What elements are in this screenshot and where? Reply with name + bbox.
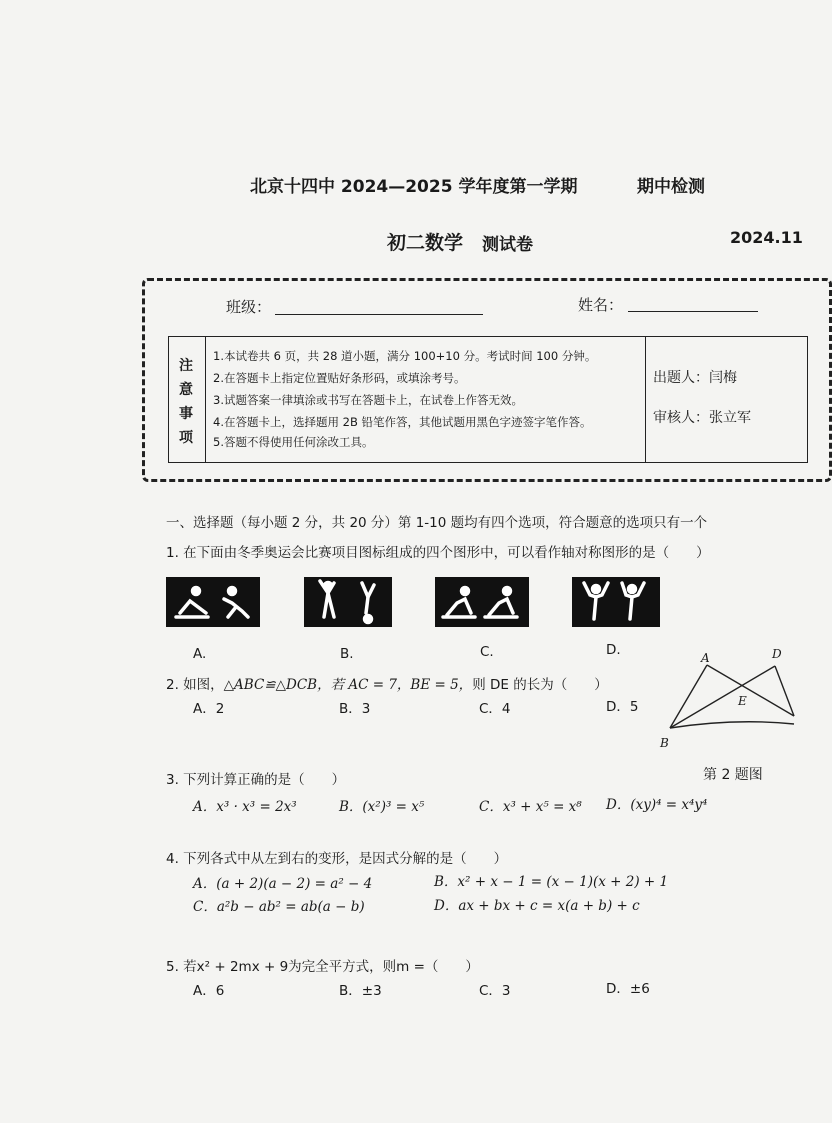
segment-dc [775, 666, 794, 716]
q1-option-b[interactable]: B. [340, 646, 354, 662]
q5-stem: 5. 若x² + 2mx + 9为完全平方式，则m =（ ） [166, 959, 479, 975]
notice-item: 4.在答题卡上，选择题用 2B 铅笔作答，其他试题用黑色字迹签字笔作答。 [213, 415, 592, 429]
figure-skating-pair-icon[interactable] [572, 577, 660, 627]
question-setter: 出题人：闫梅 [653, 370, 737, 386]
q5-option-b[interactable]: B．±3 [339, 983, 382, 999]
q2-option-c[interactable]: C．4 [479, 701, 511, 717]
q2-stem-suffix: 则 DE 的长为（ ） [472, 677, 608, 693]
figure-label-b: B [660, 736, 669, 750]
q3-option-b[interactable]: B．(x²)³ = x⁵ [339, 799, 425, 815]
notice-heading-cell [169, 337, 206, 462]
notice-item: 3.试题答案一律填涂或书写在答题卡上，在试卷上作答无效。 [213, 393, 523, 407]
q2-option-b[interactable]: B．3 [339, 701, 371, 717]
q1-option-a[interactable]: A. [193, 646, 207, 662]
q2-option-a[interactable]: A．2 [193, 701, 225, 717]
q4-option-b[interactable]: B．x² + x − 1 = (x − 1)(x + 2) + 1 [434, 874, 669, 890]
school-title: 北京十四中 2024—2025 学年度第一学期 [250, 177, 578, 197]
q2-stem-math: △ABC≌△DCB，若 AC = 7，BE = 5， [223, 677, 473, 693]
figure-label-a: A [701, 651, 710, 665]
question-reviewer: 审核人：张立军 [653, 410, 751, 426]
q2-stem [166, 673, 608, 693]
segment-bd [670, 666, 775, 728]
q4-option-a[interactable]: A．(a + 2)(a − 2) = a² − 4 [193, 876, 373, 892]
figure-label-d: D [772, 647, 782, 661]
name-label: 姓名： [578, 296, 624, 314]
notice-char: 注 [179, 358, 193, 374]
q1-option-c[interactable]: C. [480, 644, 494, 660]
q3-option-d[interactable]: D．(xy)⁴ = x⁴y⁴ [606, 797, 708, 813]
q1-stem: 1. 在下面由冬季奥运会比赛项目图标组成的四个图形中，可以看作轴对称图形的是（ ） [166, 545, 710, 561]
q2-stem-prefix: 2. 如图， [166, 677, 224, 693]
q1-option-d[interactable]: D. [606, 642, 621, 658]
q2-option-d[interactable]: D．5 [606, 699, 639, 715]
ice-dance-pair-icon[interactable] [304, 577, 392, 627]
q3-stem: 3. 下列计算正确的是（ ） [166, 772, 346, 788]
exam-date: 2024.11 [730, 228, 803, 247]
q4-option-c[interactable]: C．a²b − ab² = ab(a − b) [193, 899, 365, 915]
class-field[interactable] [275, 314, 483, 315]
notice-char: 事 [179, 406, 193, 422]
q3-option-a[interactable]: A．x³ · x³ = 2x³ [193, 799, 297, 815]
q4-stem: 4. 下列各式中从左到右的变形，是因式分解的是（ ） [166, 851, 508, 867]
q2-triangle-figure [655, 648, 794, 753]
speed-skating-pair-icon[interactable] [435, 577, 529, 627]
section1-heading: 一、选择题（每小题 2 分，共 20 分）第 1-10 题均有四个选项，符合题意的选项只有一个 [166, 515, 708, 531]
class-label: 班级： [226, 298, 272, 316]
notice-item: 1.本试卷共 6 页，共 28 道小题，满分 100+10 分。考试时间 100 分钟。 [213, 349, 597, 363]
q2-figure-caption: 第 2 题图 [703, 767, 763, 783]
q3-option-c[interactable]: C．x³ + x⁵ = x⁸ [479, 799, 582, 815]
q5-option-d[interactable]: D．±6 [606, 981, 650, 997]
skiing-pair-icon[interactable] [166, 577, 260, 627]
segment-ab [670, 665, 707, 728]
q5-option-c[interactable]: C．3 [479, 983, 511, 999]
notice-item: 5.答题不得使用任何涂改工具。 [213, 435, 374, 449]
figure-label-e: E [738, 694, 747, 708]
q4-option-d[interactable]: D．ax + bx + c = x(a + b) + c [434, 898, 640, 914]
name-field[interactable] [628, 311, 758, 312]
segment-ac [707, 665, 794, 716]
q5-option-a[interactable]: A．6 [193, 983, 225, 999]
subject-title: 初二数学 [387, 232, 464, 254]
notice-item: 2.在答题卡上指定位置贴好条形码，或填涂考号。 [213, 371, 466, 385]
exam-title: 期中检测 [637, 177, 705, 197]
notice-char: 意 [179, 382, 193, 398]
paper-title: 测试卷 [482, 235, 533, 255]
segment-bc [670, 722, 794, 728]
notice-char: 项 [179, 430, 193, 446]
notice-table [168, 336, 808, 463]
notice-items-cell [205, 337, 646, 462]
